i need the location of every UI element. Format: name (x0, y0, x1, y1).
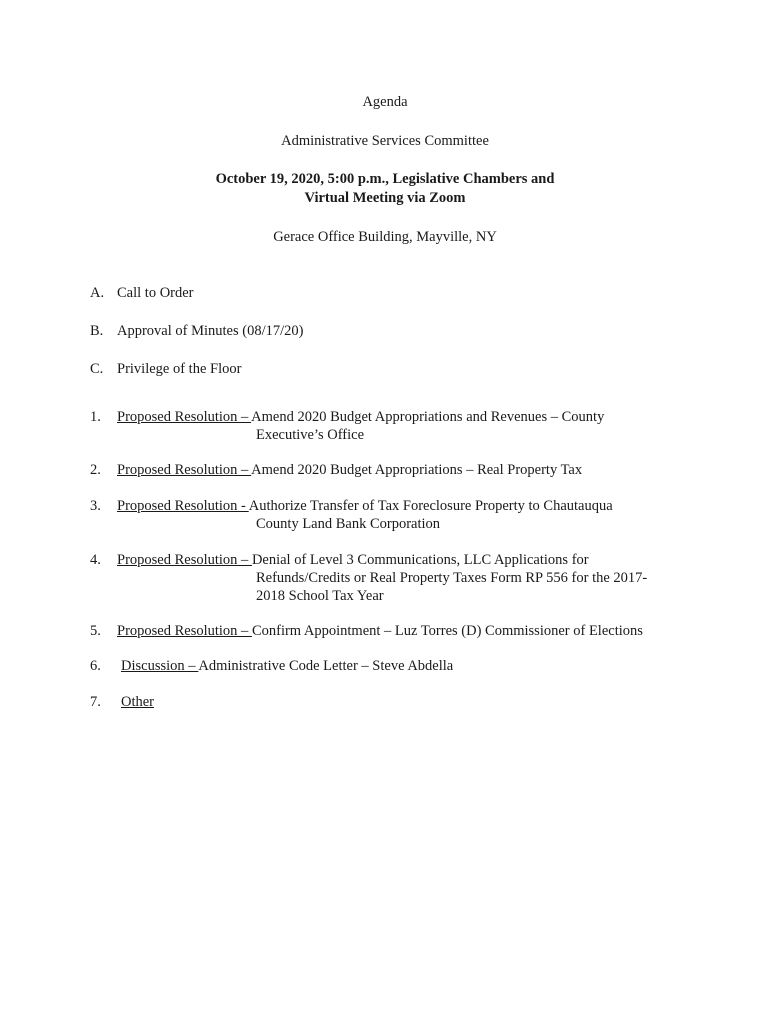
agenda-item-c (90, 360, 241, 379)
item-text-continuation: County Land Bank Corporation (256, 516, 441, 532)
item-text: Amend 2020 Budget Appropriations – Real Property Tax (251, 462, 583, 478)
item-number: 2. (90, 462, 101, 478)
item-label: C. (90, 361, 104, 377)
item-number: 4. (90, 552, 101, 568)
item-text: Approval of Minutes (08/17/20) (117, 323, 304, 339)
agenda-item-b (90, 322, 303, 341)
item-type: Discussion – (121, 658, 199, 674)
agenda-item-a (90, 284, 194, 303)
item-text: Call to Order (117, 285, 194, 301)
item-type: Proposed Resolution - (117, 498, 249, 514)
item-text: Confirm Appointment – Luz Torres (D) Commissioner of Elections (251, 623, 643, 639)
agenda-title: Agenda (362, 94, 408, 110)
item-number: 6. (90, 658, 101, 674)
item-text-continuation: Refunds/Credits or Real Property Taxes Form RP 556 for the 2017- (256, 570, 648, 586)
item-number: 5. (90, 623, 101, 639)
item-text: Amend 2020 Budget Appropriations and Revenues – County (251, 409, 605, 425)
item-number: 3. (90, 498, 101, 514)
meeting-date-line-2: Virtual Meeting via Zoom (304, 190, 466, 206)
item-type: Proposed Resolution – (117, 462, 252, 478)
meeting-location: Gerace Office Building, Mayville, NY (273, 229, 497, 245)
item-text: Denial of Level 3 Communications, LLC Applications for (251, 552, 589, 568)
item-number: 1. (90, 409, 101, 425)
item-label: A. (90, 285, 105, 301)
item-text-continuation: 2018 School Tax Year (256, 588, 384, 604)
item-text: Authorize Transfer of Tax Foreclosure Property to Chautauqua (248, 498, 613, 514)
item-label: B. (90, 323, 104, 339)
item-text-continuation: Executive’s Office (256, 427, 365, 443)
meeting-date-line-1: October 19, 2020, 5:00 p.m., Legislative Chambers and (215, 171, 555, 187)
item-type: Proposed Resolution – (117, 409, 252, 425)
item-text: Administrative Code Letter – Steve Abdella (198, 658, 454, 674)
item-type: Other (121, 694, 155, 710)
item-number: 7. (90, 694, 101, 710)
item-type: Proposed Resolution – (117, 623, 252, 639)
item-text: Privilege of the Floor (117, 361, 242, 377)
committee-name: Administrative Services Committee (281, 133, 489, 149)
item-type: Proposed Resolution – (117, 552, 252, 568)
